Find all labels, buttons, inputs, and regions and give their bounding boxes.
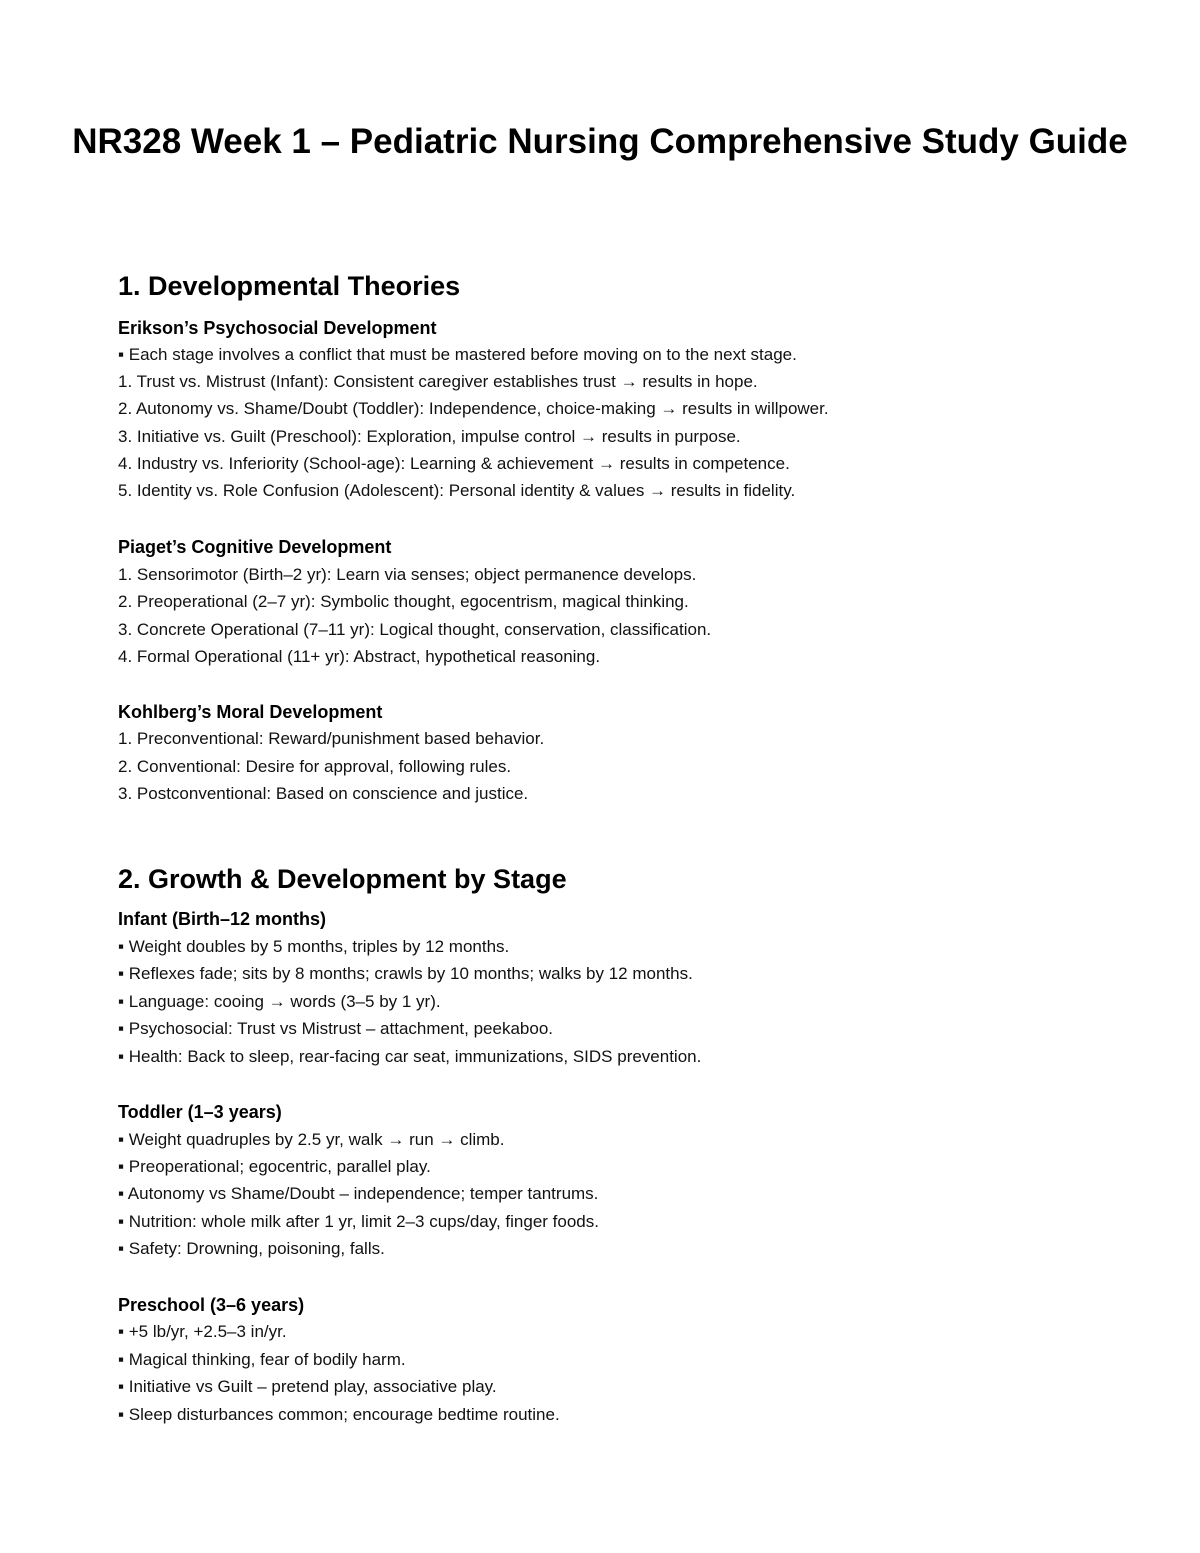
list-item: ▪ Initiative vs Guilt – pretend play, associative play.	[118, 1377, 497, 1396]
list-item: ▪ Each stage involves a conflict that must be mastered before moving on to the next stage.	[118, 345, 797, 364]
list-item: 4. Industry vs. Inferiority (School-age): Learning & achievement → results in competence.	[118, 454, 790, 473]
list-item: ▪ Preoperational; egocentric, parallel play.	[118, 1157, 431, 1176]
list-item: 2. Autonomy vs. Shame/Doubt (Toddler): Independence, choice-making → results in willpower.	[118, 399, 829, 418]
document-title: NR328 Week 1 – Pediatric Nursing Comprehensive Study Guide	[72, 122, 1128, 161]
list-item: 3. Initiative vs. Guilt (Preschool): Exploration, impulse control → results in purpose.	[118, 427, 741, 446]
list-item: ▪ Magical thinking, fear of bodily harm.	[118, 1350, 406, 1369]
list-item: ▪ Reflexes fade; sits by 8 months; crawls by 10 months; walks by 12 months.	[118, 964, 693, 983]
subsection-heading-infant: Infant (Birth–12 months)	[118, 909, 327, 929]
list-item: ▪ Weight doubles by 5 months, triples by 12 months.	[118, 937, 510, 956]
subsection-heading-erikson: Erikson’s Psychosocial Development	[118, 318, 437, 338]
subsection-heading-preschool: Preschool (3–6 years)	[118, 1295, 305, 1315]
list-item: ▪ Psychosocial: Trust vs Mistrust – attachment, peekaboo.	[118, 1019, 553, 1038]
list-item: 3. Postconventional: Based on conscience and justice.	[118, 784, 529, 803]
list-item: 2. Preoperational (2–7 yr): Symbolic thought, egocentrism, magical thinking.	[118, 592, 689, 611]
list-item: 2. Conventional: Desire for approval, following rules.	[118, 757, 512, 776]
section-heading-growth-development: 2. Growth & Development by Stage	[118, 864, 567, 894]
list-item: 5. Identity vs. Role Confusion (Adolescent): Personal identity & values → results in fidelity.	[118, 481, 796, 500]
subsection-heading-toddler: Toddler (1–3 years)	[118, 1102, 282, 1122]
list-item: 1. Trust vs. Mistrust (Infant): Consistent caregiver establishes trust → results in hope.	[118, 372, 758, 391]
list-item: ▪ Sleep disturbances common; encourage bedtime routine.	[118, 1405, 560, 1424]
list-item: 3. Concrete Operational (7–11 yr): Logical thought, conservation, classification.	[118, 620, 712, 639]
subsection-heading-kohlberg: Kohlberg’s Moral Development	[118, 702, 383, 722]
list-item: ▪ Autonomy vs Shame/Doubt – independence; temper tantrums.	[118, 1184, 599, 1203]
list-item: 4. Formal Operational (11+ yr): Abstract, hypothetical reasoning.	[118, 647, 601, 666]
list-item: ▪ Health: Back to sleep, rear-facing car seat, immunizations, SIDS prevention.	[118, 1047, 702, 1066]
list-item: ▪ Language: cooing → words (3–5 by 1 yr).	[118, 992, 441, 1011]
list-item: ▪ +5 lb/yr, +2.5–3 in/yr.	[118, 1322, 287, 1341]
list-item: ▪ Safety: Drowning, poisoning, falls.	[118, 1239, 385, 1258]
list-item: ▪ Nutrition: whole milk after 1 yr, limit 2–3 cups/day, finger foods.	[118, 1212, 599, 1231]
list-item: ▪ Weight quadruples by 2.5 yr, walk → run → climb.	[118, 1130, 505, 1149]
subsection-heading-piaget: Piaget’s Cognitive Development	[118, 537, 392, 557]
section-heading-developmental-theories: 1. Developmental Theories	[118, 271, 461, 301]
list-item: 1. Preconventional: Reward/punishment based behavior.	[118, 729, 545, 748]
list-item: 1. Sensorimotor (Birth–2 yr): Learn via senses; object permanence develops.	[118, 565, 697, 584]
